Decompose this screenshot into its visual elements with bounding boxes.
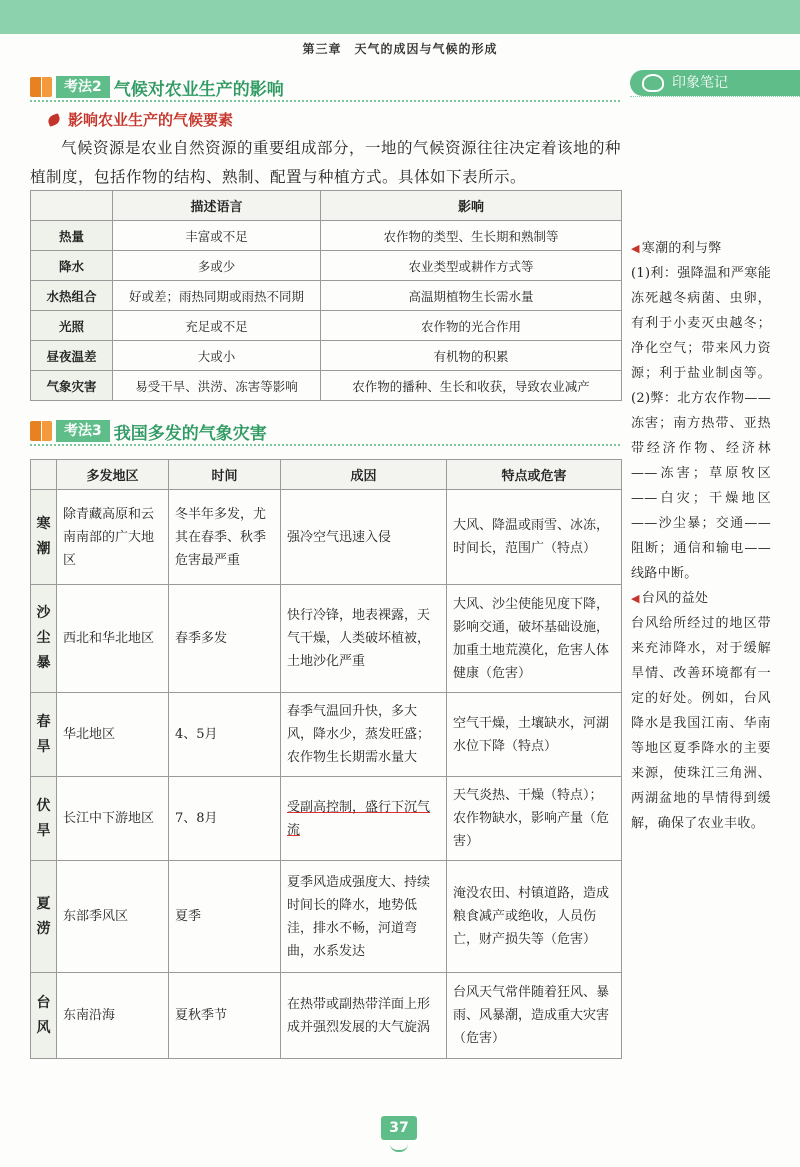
sidebar-notes — [631, 236, 771, 836]
table-row — [31, 490, 622, 585]
section2-subheading — [48, 109, 233, 130]
section3-heading — [30, 418, 620, 444]
table-cell: 夏秋季节 — [169, 973, 281, 1059]
table-cell: 4、5月 — [169, 693, 281, 777]
book-icon — [30, 421, 52, 441]
table-row — [31, 311, 622, 341]
row-header: 夏涝 — [31, 861, 57, 973]
table-cell: 台风天气常伴随着狂风、暴雨、风暴潮，造成重大灾害（危害） — [447, 973, 622, 1059]
row-header: 昼夜温差 — [31, 341, 113, 371]
sidebar-divider — [630, 96, 800, 97]
table-header-cell: 影响 — [321, 191, 622, 221]
table-cell: 夏季 — [169, 861, 281, 973]
row-header: 热量 — [31, 221, 113, 251]
table-cell: 长江中下游地区 — [57, 777, 169, 861]
row-header: 沙尘暴 — [31, 585, 57, 693]
table-cell: 淹没农田、村镇道路，造成粮食减产或绝收，人员伤亡，财产损失等（危害） — [447, 861, 622, 973]
table-cell: 空气干燥，土壤缺水，河湖水位下降（特点） — [447, 693, 622, 777]
page-ornament — [390, 1144, 408, 1152]
table-cell: 高温期植物生长需水量 — [321, 281, 622, 311]
triangle-bullet-icon: ◀ — [631, 242, 640, 255]
triangle-bullet-icon: ◀ — [631, 592, 640, 605]
table-cell: 受副高控制，盛行下沉气流 — [281, 777, 447, 861]
table-header-cell — [31, 191, 113, 221]
chapter-header: 第三章 天气的成因与气候的形成 — [302, 42, 498, 56]
table-row — [31, 371, 622, 401]
table-cell: 多或少 — [113, 251, 321, 281]
section2-paragraph: 气候资源是农业自然资源的重要组成部分，一地的气候资源往往决定着该地的种植制度，包括作物的结构、熟制、配置与种植方式。具体如下表所示。 — [30, 139, 622, 186]
table-cell: 农作物的类型、生长期和熟制等 — [321, 221, 622, 251]
table-row — [31, 973, 622, 1059]
table-cell: 农业类型或耕作方式等 — [321, 251, 622, 281]
note-heading — [631, 586, 771, 611]
table-cell: 7、8月 — [169, 777, 281, 861]
table-cell: 东南沿海 — [57, 973, 169, 1059]
table-header-cell: 时间 — [169, 460, 281, 490]
elephant-icon — [642, 74, 664, 92]
table-row — [31, 341, 622, 371]
row-header: 台风 — [31, 973, 57, 1059]
table-cell: 夏季风造成强度大、持续时间长的降水，地势低洼，排水不畅，河道弯曲，水系发达 — [281, 861, 447, 973]
table-row — [31, 221, 622, 251]
note-heading — [631, 236, 771, 261]
table-header-row — [31, 460, 622, 490]
table-cell: 农作物的播种、生长和收获，导致农业减产 — [321, 371, 622, 401]
table-cell: 东部季风区 — [57, 861, 169, 973]
section3-title: 我国多发的气象灾害 — [113, 423, 267, 444]
table-cell: 天气炎热、干燥（特点）；农作物缺水，影响产量（危害） — [447, 777, 622, 861]
table-cell: 大或小 — [113, 341, 321, 371]
section3-tag: 考法3 — [56, 420, 110, 442]
section2-title: 气候对农业生产的影响 — [113, 79, 284, 100]
table-row — [31, 585, 622, 693]
table-row — [31, 281, 622, 311]
page-number: 37 — [381, 1116, 417, 1140]
table-header-cell: 多发地区 — [57, 460, 169, 490]
row-header: 气象灾害 — [31, 371, 113, 401]
climate-factors-table — [30, 190, 622, 401]
weather-disasters-table — [30, 459, 622, 1059]
row-header: 降水 — [31, 251, 113, 281]
table-row — [31, 861, 622, 973]
table-cell: 充足或不足 — [113, 311, 321, 341]
table-cell: 好或差；雨热同期或雨热不同期 — [113, 281, 321, 311]
row-header: 水热组合 — [31, 281, 113, 311]
table-cell: 春季气温回升快，多大风，降水少，蒸发旺盛；农作物生长期需水量大 — [281, 693, 447, 777]
row-header: 寒潮 — [31, 490, 57, 585]
section2-subtitle: 影响农业生产的气候要素 — [68, 111, 234, 129]
book-icon — [30, 77, 52, 97]
leaf-bullet-icon — [47, 113, 62, 127]
table-cell: 易受干旱、洪涝、冻害等影响 — [113, 371, 321, 401]
row-header: 光照 — [31, 311, 113, 341]
table-cell: 大风、降温或雨雪、冰冻，时间长，范围广（特点） — [447, 490, 622, 585]
table-row — [31, 251, 622, 281]
table-header-cell: 特点或危害 — [447, 460, 622, 490]
sidebar-tab — [630, 70, 800, 96]
table-cell: 有机物的积累 — [321, 341, 622, 371]
table-cell: 华北地区 — [57, 693, 169, 777]
table-cell: 春季多发 — [169, 585, 281, 693]
table-row — [31, 693, 622, 777]
section2-heading — [30, 74, 620, 100]
row-header: 春旱 — [31, 693, 57, 777]
table-cell: 大风、沙尘使能见度下降，影响交通，破坏基础设施，加重土地荒漠化，危害人体健康（危害） — [447, 585, 622, 693]
table-header-cell: 成因 — [281, 460, 447, 490]
table-cell: 快行冷锋，地表裸露，天气干燥，人类破坏植被，土地沙化严重 — [281, 585, 447, 693]
table-cell: 农作物的光合作用 — [321, 311, 622, 341]
section2-tag: 考法2 — [56, 76, 110, 98]
table-row — [31, 777, 622, 861]
row-header: 伏旱 — [31, 777, 57, 861]
table-cell: 丰富或不足 — [113, 221, 321, 251]
note2-body: 台风给所经过的地区带来充沛降水，对于缓解旱情、改善环境都有一定的好处。例如，台风降水是我国江南、华南等地区夏季降水的主要来源，使珠江三角洲、两湖盆地的旱情得到缓解，确保了农业丰收。 — [631, 616, 771, 831]
table-cell: 西北和华北地区 — [57, 585, 169, 693]
table-cell: 冬半年多发，尤其在春季、秋季危害最严重 — [169, 490, 281, 585]
note1-title: 寒潮的利与弊 — [641, 241, 722, 256]
note2-title: 台风的益处 — [641, 591, 709, 606]
table-cell: 在热带或副热带洋面上形成并强烈发展的大气旋涡 — [281, 973, 447, 1059]
note1-body: (1)利：强降温和严寒能冻死越冬病菌、虫卵，有利于小麦灭虫越冬；净化空气；带来风力资源；利于盐业制卤等。(2)弊：北方农作物——冻害；南方热带、亚热带经济作物、经济林——冻害；草原牧区——白灾；干燥地区——沙尘暴；交通——阻断；通信和输电——线路中断。 — [631, 266, 771, 581]
table-cell: 除青藏高原和云南南部的广大地区 — [57, 490, 169, 585]
sidebar-title: 印象笔记 — [672, 75, 728, 91]
table-cell: 强冷空气迅速入侵 — [281, 490, 447, 585]
top-decorative-band — [0, 0, 800, 34]
table-header-cell: 描述语言 — [113, 191, 321, 221]
table-header-row — [31, 191, 622, 221]
table-header-cell — [31, 460, 57, 490]
